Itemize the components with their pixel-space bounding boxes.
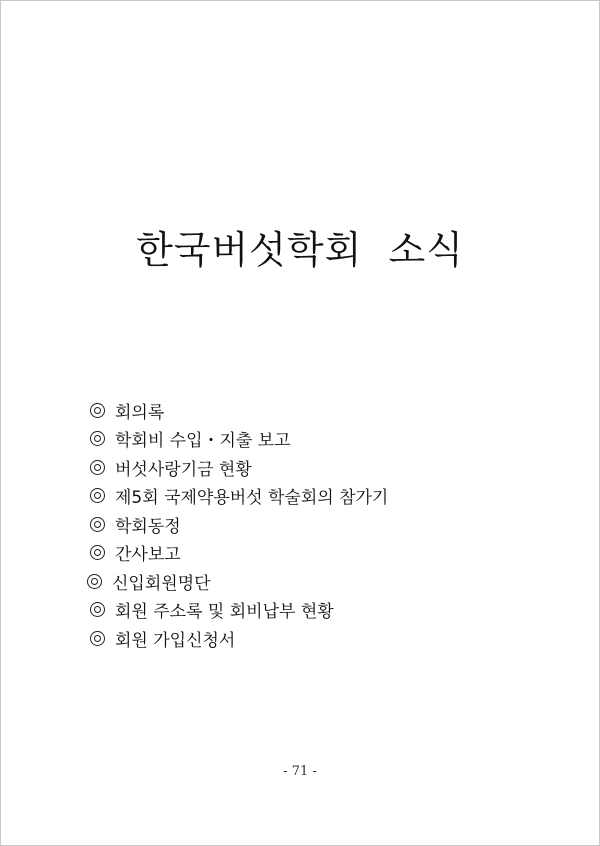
list-item-label: 신입회원명단 [112,573,211,594]
double-circle-icon [87,574,102,589]
page-number: - 71 - [283,764,317,779]
page-title: 한국버섯학회 소식 [136,228,464,273]
list-item-label: 회의록 [115,402,165,423]
double-circle-icon [90,545,105,560]
list-item [90,510,388,539]
list-item [90,396,388,425]
double-circle-icon [90,403,105,418]
list-item-label: 회원 주소록 및 회비납부 현황 [115,602,334,623]
list-item-label: 제5회 국제약용버섯 학술회의 참가기 [115,488,389,509]
list-item-label: 회원 가입신청서 [115,630,236,651]
double-circle-icon [90,431,105,446]
list-item [90,624,388,653]
list-item-label: 학회비 수입・지출 보고 [115,431,291,452]
double-circle-icon [90,602,105,617]
list-item [90,453,388,482]
list-item [90,425,388,454]
contents-list [90,396,388,653]
list-item [90,482,388,511]
double-circle-icon [90,631,105,646]
list-item [87,567,388,596]
list-item-label: 버섯사랑기금 현황 [115,459,252,480]
list-item [90,539,388,568]
list-item-label: 학회동정 [115,516,181,537]
double-circle-icon [90,488,105,503]
double-circle-icon [90,460,105,475]
list-item-label: 간사보고 [115,545,181,566]
list-item [90,596,388,625]
double-circle-icon [90,517,105,532]
